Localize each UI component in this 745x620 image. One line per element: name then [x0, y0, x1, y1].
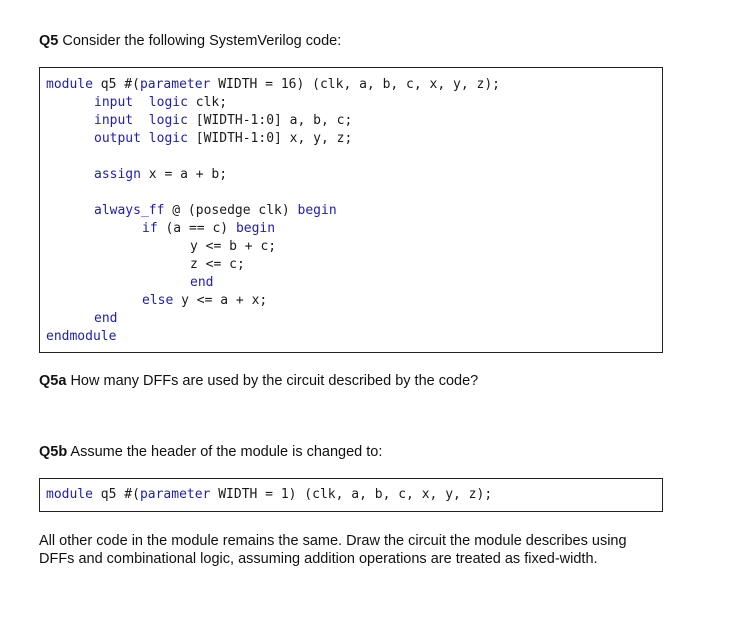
kw-parameter: parameter: [139, 487, 211, 502]
code-line-12: [94, 310, 117, 328]
q5b-question: [39, 444, 382, 460]
kw-assign: assign: [94, 167, 141, 182]
code-text: y <= b + c;: [190, 239, 277, 254]
code-text: q5 #(: [92, 77, 140, 92]
code-text: x = a + b;: [140, 167, 228, 182]
q5-label: Q5: [39, 33, 59, 49]
kw-logic: logic: [148, 131, 188, 146]
code-line-11: [142, 292, 267, 310]
code-line-3: [94, 112, 352, 130]
q5-text: Consider the following SystemVerilog code:: [58, 33, 342, 49]
kw-module: module: [46, 77, 93, 92]
kw-endmodule: endmodule: [46, 329, 117, 344]
code-line-1: [46, 76, 500, 94]
q5a-label: Q5a: [39, 373, 67, 389]
code-line-10: [190, 274, 213, 292]
code-block: [39, 67, 663, 353]
code-line-13: [46, 328, 116, 346]
code-line-5: [94, 166, 227, 184]
code-text: [WIDTH-1:0] a, b, c;: [187, 113, 353, 128]
code-line-8: [190, 238, 276, 256]
code-text: z <= c;: [190, 257, 245, 272]
code2-line: [46, 486, 492, 504]
q5a-text: How many DFFs are used by the circuit described by the code?: [66, 373, 479, 389]
kw-logic: logic: [148, 95, 188, 110]
code-text: y <= a + x;: [173, 293, 268, 308]
kw-parameter: parameter: [139, 77, 211, 92]
code-text: @ (posedge clk): [164, 203, 298, 218]
kw-module: module: [46, 487, 93, 502]
code-line-6: [94, 202, 337, 220]
code-text: q5 #(: [92, 487, 140, 502]
code-text: clk;: [187, 95, 228, 110]
kw-begin: begin: [297, 203, 337, 218]
q5-heading: [39, 33, 341, 49]
kw-output: output: [94, 131, 141, 146]
code-line-7: [142, 220, 275, 238]
code-line-2: [94, 94, 227, 112]
code-line-4: [94, 130, 352, 148]
q5b-label: Q5b: [39, 444, 68, 460]
kw-input: input: [94, 95, 134, 110]
code-text: WIDTH = 1) (clk, a, b, c, x, y, z);: [210, 487, 493, 502]
kw-input: input: [94, 113, 134, 128]
kw-end: end: [190, 275, 214, 290]
kw-else: else: [142, 293, 174, 308]
kw-end: end: [94, 311, 118, 326]
kw-begin: begin: [235, 221, 276, 236]
code-block-header: [39, 478, 663, 512]
q5b-text: Assume the header of the module is changed to:: [67, 444, 383, 460]
closing-paragraph: All other code in the module remains the same. Draw the circuit the module describes using DFFs and combinational logic, assuming addition operations are treated as fixed-width.: [39, 533, 627, 567]
code-line-9: [190, 256, 245, 274]
kw-always-ff: always_ff: [94, 203, 165, 218]
q5a-question: [39, 373, 478, 389]
code-text: WIDTH = 16) (clk, a, b, c, x, y, z);: [210, 77, 500, 92]
code-text: [WIDTH-1:0] x, y, z;: [187, 131, 353, 146]
kw-if: if: [142, 221, 158, 236]
code-text: (a == c): [157, 221, 236, 236]
kw-logic: logic: [148, 113, 188, 128]
